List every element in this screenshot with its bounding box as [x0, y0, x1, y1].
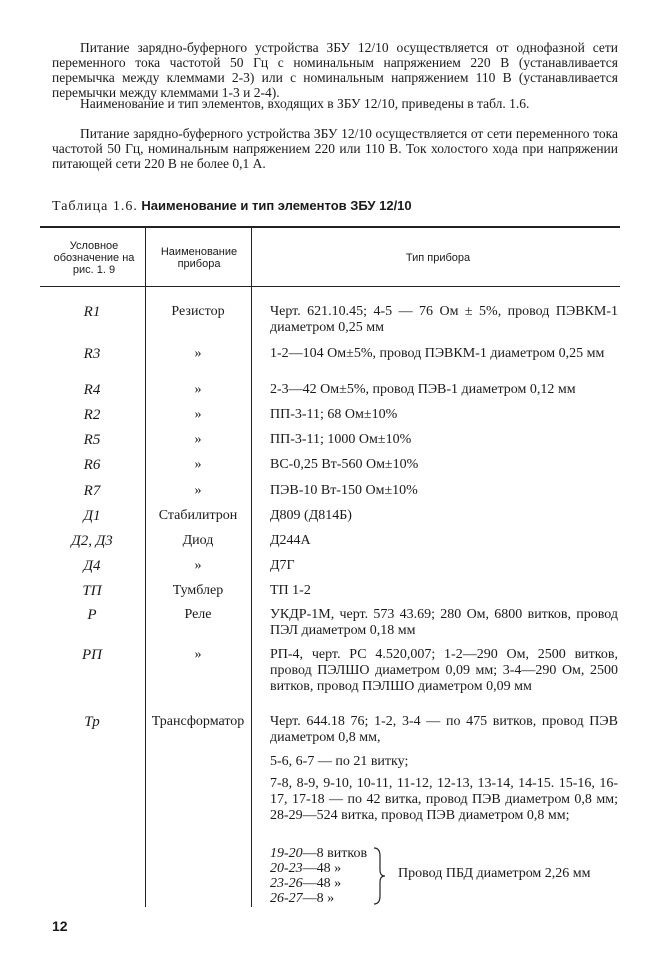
paragraph-power-supply: Питание зарядно-буферного устройства ЗБУ 12/10 осуществляется от однофазной сети переменного тока частотой 50 Гц с номинальным напряжением 220 В (устанавливается перемычка между клеммами 2-3) или с номинальным напряжением 110 В (устанавливается перемычки между клеммами 1-3 и 2-4).: [52, 40, 618, 100]
row-code: Д1: [83, 508, 101, 524]
row-code: Д4: [83, 558, 101, 574]
row-type: ПП-3-11; 68 Ом±10%: [270, 407, 398, 422]
row-name: »: [194, 432, 202, 447]
row-name: »: [194, 407, 202, 422]
brace-list: [270, 846, 367, 906]
row-code: R5: [83, 432, 101, 448]
header-code: Условное обозначение на рис. 1. 9: [53, 240, 135, 276]
row-type: 1-2—104 Ом±5%, провод ПЭВКМ-1 диаметром 0,25 мм: [270, 346, 605, 361]
row-code: РП: [82, 647, 102, 663]
table-caption-label: Таблица 1.6.: [52, 199, 138, 214]
brace-item: 20-23—48 »: [270, 861, 342, 876]
table-caption: [52, 198, 412, 215]
curly-brace-icon: [372, 846, 386, 906]
brace-wire-note: Провод ПБД диаметром 2,26 мм: [398, 866, 591, 881]
row-name: Тумблер: [172, 583, 224, 598]
row-name: »: [194, 457, 202, 472]
row-code: Д2, Д3: [71, 533, 113, 549]
row-type: Д809 (Д814Б): [270, 508, 352, 523]
row-name: Реле: [184, 607, 212, 622]
row-name: »: [194, 483, 202, 498]
brace-block: [270, 846, 630, 906]
row-type: Д244А: [270, 533, 311, 548]
row-code: Тр: [84, 714, 100, 730]
row-type: Черт. 644.18 76; 1-2, 3-4 — по 475 витков, провод ПЭВ диаметром 0,8 мм,: [270, 714, 618, 745]
row-code: R2: [83, 407, 101, 423]
row-name: »: [194, 346, 202, 361]
row-type: 2-3—42 Ом±5%, провод ПЭВ-1 диаметром 0,12 мм: [270, 382, 576, 397]
row-name: »: [194, 382, 202, 397]
row-type: УКДР-1М, черт. 573 43.69; 280 Ом, 6800 витков, провод ПЭЛ диаметром 0,18 мм: [270, 607, 618, 638]
table-caption-title: Наименование и тип элементов ЗБУ 12/10: [141, 198, 412, 213]
row-name: Резистор: [171, 304, 225, 319]
row-type: РП-4, черт. РС 4.520,007; 1-2—290 Ом, 2500 витков, провод ПЭЛШО диаметром 0,09 мм; 3-4—290 Ом, 2500 витков, провод ПЭЛШО диаметром 0,09 мм: [270, 647, 618, 694]
table-header-rule: [40, 286, 620, 287]
transformer-windings-7-29: 7-8, 8-9, 9-10, 10-11, 11-12, 12-13, 13-14, 14-15. 15-16, 16-17, 17-18 — по 42 витка, провод ПЭВ диаметром 0,8 мм; 28-29—524 витка, провод ПЭВ диаметром 0,8 мм;: [270, 776, 618, 823]
brace-item: 19-20—8 витков: [270, 846, 368, 861]
page-number: 12: [52, 918, 68, 934]
row-name: Диод: [182, 533, 214, 548]
header-name: Наименование прибора: [160, 246, 238, 270]
brace-item: 23-26—48 »: [270, 876, 342, 891]
row-name: Трансформатор: [151, 714, 245, 729]
row-type: Д7Г: [270, 558, 295, 573]
row-code: R3: [83, 346, 101, 362]
row-code: R1: [83, 304, 101, 320]
row-code: R6: [83, 457, 101, 473]
row-type: ВС-0,25 Вт-560 Ом±10%: [270, 457, 419, 472]
row-code: R7: [83, 483, 101, 499]
paragraph-idle-current: Питание зарядно-буферного устройства ЗБУ 12/10 осуществляется от сети переменного тока частотой 50 Гц, номинальным напряжением 220 или 110 В. Ток холостого хода при напряжении питающей сети 220 В не более 0,1 А.: [52, 126, 618, 171]
table-column-divider-2: [251, 227, 252, 907]
transformer-windings-5-7: 5-6, 6-7 — по 21 витку;: [270, 754, 409, 769]
header-type: Тип прибора: [405, 252, 471, 264]
row-type: ПЭВ-10 Вт-150 Ом±10%: [270, 483, 418, 498]
row-type: Черт. 621.10.45; 4-5 — 76 Ом ± 5%, провод ПЭВКМ-1 диаметром 0,25 мм: [270, 304, 618, 335]
table-top-rule: [40, 226, 620, 228]
row-name: »: [194, 558, 202, 573]
brace-item: 26-27—8 »: [270, 891, 335, 906]
row-name: Стабилитрон: [158, 508, 238, 523]
row-type: ПП-3-11; 1000 Ом±10%: [270, 432, 412, 447]
paragraph-table-reference: Наименование и тип элементов, входящих в ЗБУ 12/10, приведены в табл. 1.6.: [80, 96, 530, 111]
row-code: Р: [87, 607, 97, 623]
row-code: ТП: [82, 583, 102, 599]
row-name: »: [194, 647, 202, 662]
row-code: R4: [83, 382, 101, 398]
row-type: ТП 1-2: [270, 583, 311, 598]
